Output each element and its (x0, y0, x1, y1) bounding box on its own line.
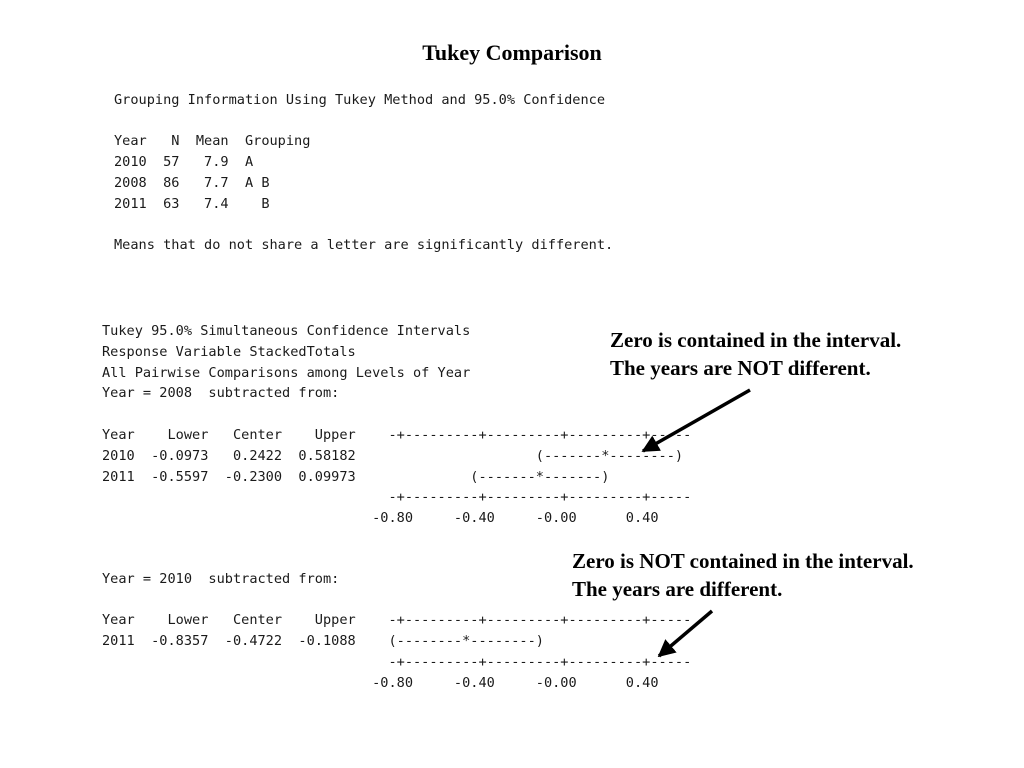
ci-line: Year = 2010 subtracted from: (102, 571, 340, 587)
ci-line: 2010 -0.0973 0.2422 0.58182 (-------*--------) (102, 447, 684, 464)
annotation-line: The years are different. (572, 577, 783, 601)
ci-line: -+---------+---------+---------+----- (102, 489, 692, 506)
ci-line: 2011 -0.8357 -0.4722 -0.1088 (--------*--------) (102, 633, 544, 650)
annotation-line: Zero is contained in the interval. (610, 328, 902, 352)
grouping-columns: Year N Mean Grouping (114, 133, 311, 150)
ci-line: 2011 -0.5597 -0.2300 0.09973 (-------*-------) (102, 468, 610, 485)
grouping-row: 2011 63 7.4 B (114, 195, 270, 212)
ci-line: Year = 2008 subtracted from: (102, 385, 340, 402)
page-title: Tukey Comparison (422, 40, 602, 65)
arrow-icon (659, 611, 712, 656)
ci-line: Response Variable StackedTotals (102, 343, 356, 360)
ci-line: -+---------+---------+---------+----- (102, 653, 692, 670)
ci-line: -0.80 -0.40 -0.00 0.40 (102, 674, 659, 691)
ci-line: Tukey 95.0% Simultaneous Confidence Intervals (102, 323, 471, 339)
grouping-row: 2008 86 7.7 A B (114, 174, 270, 191)
arrow-icon (643, 390, 750, 451)
ci-line: All Pairwise Comparisons among Levels of Year (102, 364, 471, 381)
ci-line: Year Lower Center Upper -+---------+---------+---------+----- (102, 426, 692, 443)
grouping-row: 2010 57 7.9 A (114, 154, 254, 171)
grouping-header: Grouping Information Using Tukey Method and 95.0% Confidence (114, 92, 606, 108)
ci-line: Year Lower Center Upper -+---------+---------+---------+----- (102, 612, 692, 629)
ci-line: -0.80 -0.40 -0.00 0.40 (102, 510, 659, 527)
annotation-line: Zero is NOT contained in the interval. (572, 549, 914, 573)
annotation-line: The years are NOT different. (610, 356, 871, 380)
grouping-footnote: Means that do not share a letter are significantly different. (114, 236, 614, 253)
